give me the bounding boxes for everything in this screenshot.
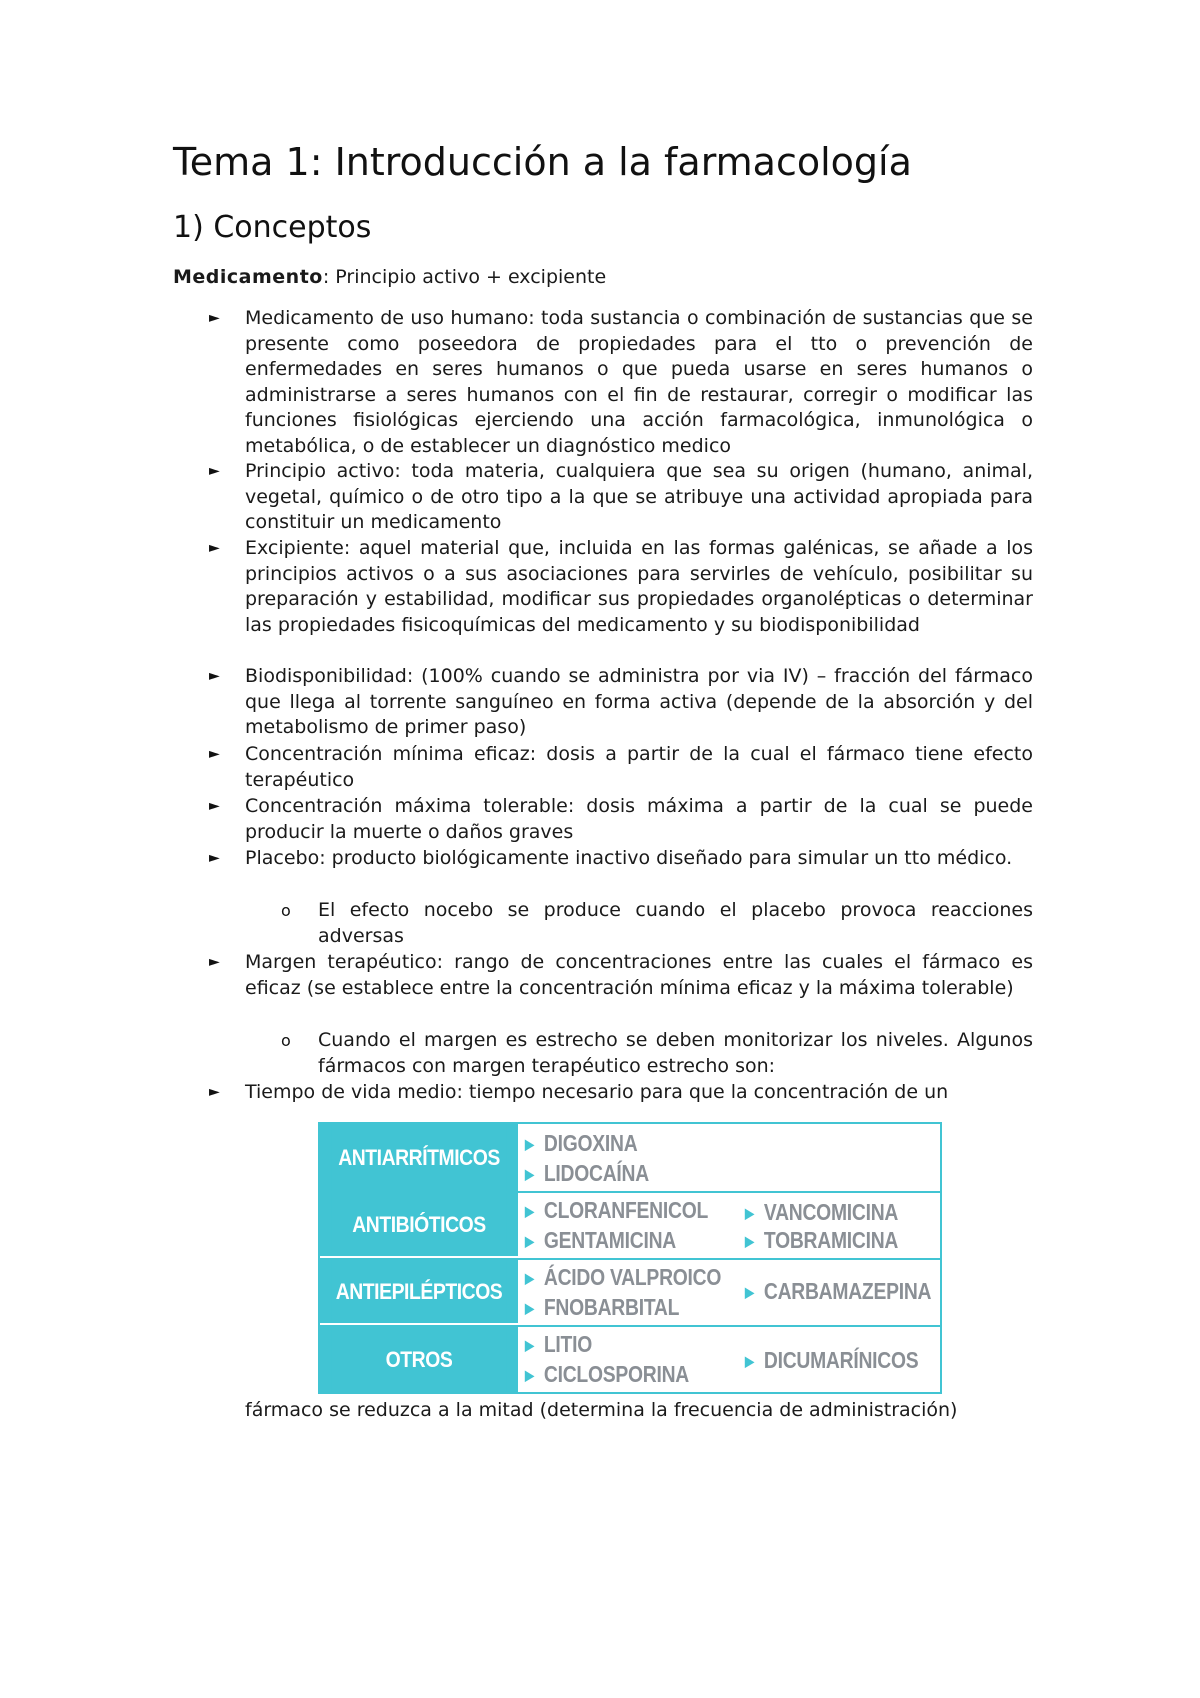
bullet-arrow-icon: ► [209, 798, 220, 814]
list-item-text: Excipiente: aquel material que, incluida en las formas galénicas, se añade a los principios activos o a sus asociaciones para servirles de vehículo, posibilitar su preparación y estabilidad, modificar sus propiedades organolépticas o determinar las propiedades fisicoquímicas del medicamento y su biodisponibilidad [245, 537, 1033, 636]
table-row [320, 1124, 940, 1191]
bullet-arrow-icon: ► [209, 540, 220, 556]
list-item-text: Biodisponibilidad: (100% cuando se administra por via IV) – fracción del fármaco que llega al torrente sanguíneo en forma activa (depende de la absorción y del metabolismo de primer paso) [245, 665, 1033, 739]
drug-item [525, 1294, 679, 1321]
drug-name: CLORANFENICOL [543, 1197, 709, 1223]
bullet-arrow-icon: ► [209, 1084, 220, 1100]
list-item [173, 950, 1033, 1028]
list-item-text: Tiempo de vida medio: tiempo necesario para que la concentración de un [245, 1081, 949, 1103]
page-title: Tema 1: Introducción a la farmacología [173, 140, 912, 184]
arrow-icon: ▶ [745, 1233, 754, 1250]
table-row [320, 1258, 940, 1323]
list-item-text: Principio activo: toda materia, cualquiera que sea su origen (humano, animal, vegetal, químico o de otro tipo a la que se atribuye una actividad apropiada para constituir un medicamento [245, 460, 1033, 534]
bullet-arrow-icon: ► [209, 668, 220, 684]
drug-name: TOBRAMICINA [763, 1227, 899, 1253]
list-item [173, 1080, 1033, 1106]
drug-name: FNOBARBITAL [543, 1294, 680, 1320]
category-label: ANTIBIÓTICOS [332, 1193, 506, 1256]
sub-bullet-icon: o [281, 901, 291, 920]
arrow-icon: ▶ [525, 1233, 534, 1250]
drug-name: GENTAMICINA [543, 1227, 676, 1253]
arrow-icon: ▶ [745, 1205, 754, 1222]
list-item-text: Margen terapéutico: rango de concentraciones entre las cuales el fármaco es eficaz (se establece entre la concentración mínima eficaz y la máxima tolerable) [245, 951, 1033, 999]
list-item-text: Placebo: producto biológicamente inactivo diseñado para simular un tto médico. [245, 847, 1013, 869]
concept-list [173, 306, 1033, 1106]
arrow-icon: ▶ [525, 1367, 534, 1384]
list-item-text: Concentración mínima eficaz: dosis a partir de la cual el fármaco tiene efecto terapéutico [245, 743, 1033, 791]
drug-item [525, 1197, 708, 1224]
drug-item [525, 1361, 689, 1388]
arrow-icon: ▶ [745, 1284, 754, 1301]
sub-bullet-icon: o [281, 1031, 291, 1050]
bullet-arrow-icon: ► [209, 850, 220, 866]
drug-item [745, 1227, 898, 1254]
drug-item [525, 1160, 649, 1187]
drug-name: LIDOCAÍNA [543, 1160, 649, 1186]
arrow-icon: ▶ [525, 1337, 534, 1354]
lead-term: Medicamento [173, 266, 323, 288]
bullet-arrow-icon: ► [209, 463, 220, 479]
table-row [320, 1325, 940, 1392]
list-item-text: Concentración máxima tolerable: dosis máxima a partir de la cual se puede producir la muerte o daños graves [245, 795, 1033, 843]
category-label: OTROS [332, 1327, 506, 1392]
arrow-icon: ▶ [525, 1136, 534, 1153]
arrow-icon: ▶ [525, 1203, 534, 1220]
list-item [173, 742, 1033, 794]
drug-name: CARBAMAZEPINA [763, 1278, 932, 1304]
narrow-margin-drugs-table [318, 1122, 942, 1394]
drug-name: VANCOMICINA [763, 1199, 899, 1225]
sub-list-item [173, 1028, 1033, 1080]
list-item [173, 794, 1033, 846]
continuation-text: fármaco se reduzca a la mitad (determina la frecuencia de administración) [245, 1399, 958, 1421]
list-item [173, 664, 1033, 742]
drug-item [525, 1264, 721, 1291]
drug-item [525, 1130, 637, 1157]
category-label: ANTIEPILÉPTICOS [332, 1260, 506, 1323]
arrow-icon: ▶ [745, 1353, 754, 1370]
drug-item [745, 1278, 931, 1305]
lead-paragraph [173, 266, 606, 288]
drug-name: ÁCIDO VALPROICO [543, 1264, 722, 1290]
drug-name: LITIO [543, 1331, 592, 1357]
table-row [320, 1191, 940, 1256]
drug-name: DICUMARÍNICOS [763, 1347, 919, 1373]
bullet-arrow-icon: ► [209, 746, 220, 762]
list-item [173, 459, 1033, 536]
sub-list-item [173, 898, 1033, 950]
list-item [173, 536, 1033, 664]
drug-item [745, 1199, 898, 1226]
section-heading: 1) Conceptos [173, 210, 372, 245]
list-item [173, 306, 1033, 459]
arrow-icon: ▶ [525, 1166, 534, 1183]
bullet-arrow-icon: ► [209, 310, 220, 326]
drug-name: CICLOSPORINA [543, 1361, 689, 1387]
drug-item [525, 1331, 592, 1358]
arrow-icon: ▶ [525, 1300, 534, 1317]
lead-text: : Principio activo + excipiente [322, 266, 607, 288]
drug-item [525, 1227, 676, 1254]
bullet-arrow-icon: ► [209, 954, 220, 970]
sub-item-text: Cuando el margen es estrecho se deben monitorizar los niveles. Algunos fármacos con margen terapéutico estrecho son: [318, 1029, 1033, 1077]
list-item-text: Medicamento de uso humano: toda sustancia o combinación de sustancias que se presente como poseedora de propiedades para el tto o prevención de enfermedades en seres humanos o que pueda usarse en seres humanos o administrarse a seres humanos con el fin de restaurar, corregir o modificar las funciones fisiológicas ejerciendo una acción farmacológica, inmunológica o metabólica, o de establecer un diagnóstico medico [245, 307, 1033, 457]
sub-item-text: El efecto nocebo se produce cuando el placebo provoca reacciones adversas [318, 899, 1033, 947]
arrow-icon: ▶ [525, 1270, 534, 1287]
list-item [173, 846, 1033, 898]
drug-item [745, 1347, 918, 1374]
drug-name: DIGOXINA [543, 1130, 638, 1156]
category-label: ANTIARRÍTMICOS [332, 1124, 506, 1191]
